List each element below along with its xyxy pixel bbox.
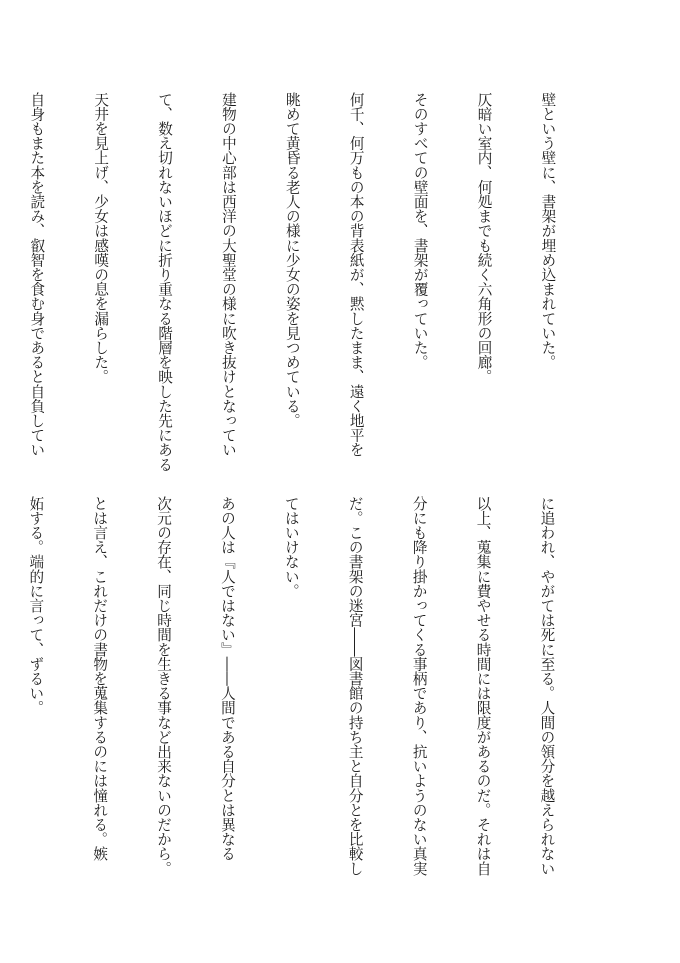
text-line: 眺めて黄昏る老人の様に少女の姿を見つめている。 (283, 92, 301, 428)
text-line: あの人は『人ではない』――人間である自分とは異なる (218, 496, 236, 861)
text-line: に追われ、やがては死に至る。人間の領分を越えられない (538, 496, 556, 876)
text-line: 仄暗い室内、何処までも続く六角形の回廊。 (475, 92, 493, 384)
text-line: 以上、蒐集に費やせる時間には限度があるのだ。それは自 (474, 496, 492, 876)
text-line: てはいけない。 (282, 496, 300, 599)
text-line: だ。この書架の迷宮――図書館の持ち主と自分とを比較し (346, 496, 364, 876)
text-line: 建物の中心部は西洋の大聖堂の様に吹き抜けとなってい (219, 92, 237, 457)
text-line: そのすべての壁面を、書架が覆っていた。 (411, 92, 429, 370)
text-block-bottom (0, 496, 600, 874)
text-line: 妬する。端的に言って、ずるい。 (27, 496, 45, 715)
text-line: 自身もまた本を読み、叡智を食む身であると自負してい (28, 92, 46, 457)
text-line: 分にも降り掛かってくる事柄であり、抗いようのない真実 (410, 496, 428, 876)
text-line: 天井を見上げ、少女は感嘆の息を漏らした。 (92, 92, 110, 384)
text-block-top (0, 92, 601, 470)
text-line: 壁という壁に、書架が埋め込まれていた。 (539, 92, 557, 370)
text-line: 何千、何万もの本の背表紙が、黙したまま、遠く地平を (347, 92, 365, 457)
text-line: とは言え、これだけの書物を蒐集するのには憧れる。嫉 (91, 496, 109, 861)
text-line: て、数え切れないほどに折り重なる階層を映した先にある (156, 92, 174, 472)
text-line: 次元の存在、同じ時間を生きる事など出来ないのだから。 (155, 496, 173, 876)
